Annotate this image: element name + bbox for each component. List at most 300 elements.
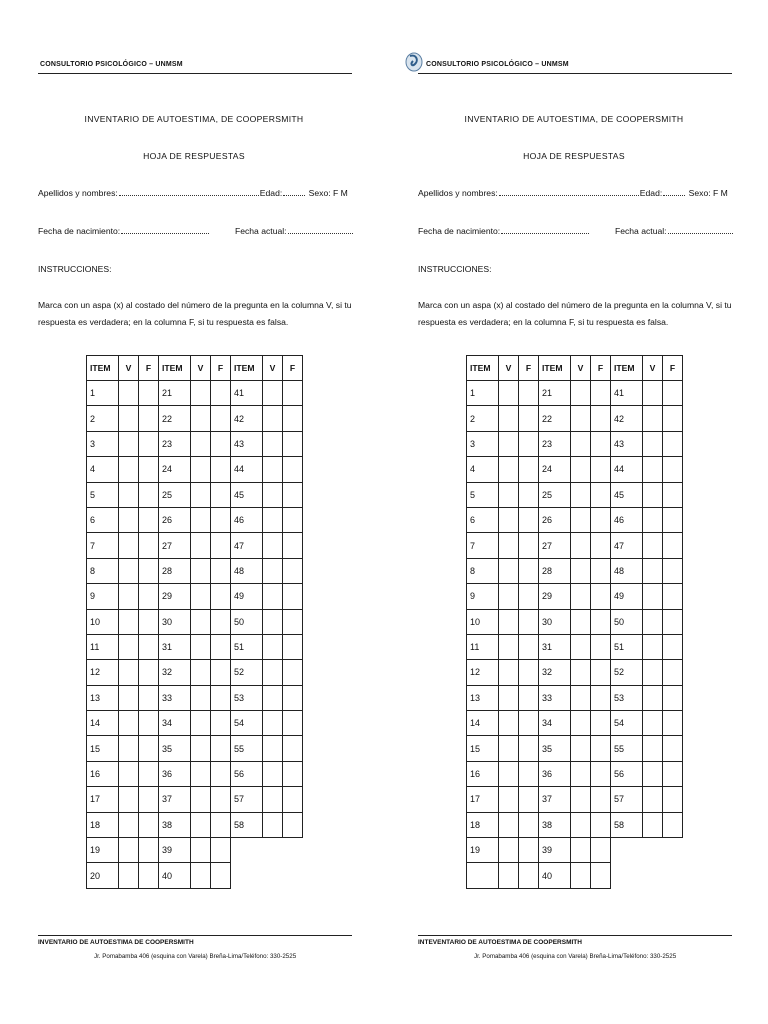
answer-cell-f[interactable]	[283, 634, 303, 659]
answer-cell-v[interactable]	[571, 609, 591, 634]
answer-cell-f[interactable]	[139, 457, 159, 482]
answer-cell-v[interactable]	[191, 863, 211, 888]
answer-cell-v[interactable]	[119, 685, 139, 710]
answer-cell-f[interactable]	[211, 533, 231, 558]
answer-cell-v[interactable]	[119, 406, 139, 431]
table-row	[467, 761, 683, 786]
answer-cell-v[interactable]	[643, 482, 663, 507]
answer-cell-f[interactable]	[283, 558, 303, 583]
item-number: 38	[159, 812, 191, 837]
answer-cell-v[interactable]	[191, 584, 211, 609]
sex-f-option[interactable]: F	[713, 188, 719, 198]
birth-field[interactable]	[121, 226, 209, 234]
answer-cell-f[interactable]	[211, 838, 231, 863]
answer-cell-v[interactable]	[263, 685, 283, 710]
answer-cell-v[interactable]	[571, 584, 591, 609]
answer-cell-f[interactable]	[211, 406, 231, 431]
answer-cell-v[interactable]	[571, 558, 591, 583]
sex-m-option[interactable]: M	[720, 188, 728, 198]
answer-cell-v[interactable]	[191, 482, 211, 507]
answer-cell-v[interactable]	[643, 431, 663, 456]
answer-cell-v[interactable]	[643, 457, 663, 482]
answer-cell-v[interactable]	[119, 812, 139, 837]
answer-cell-v[interactable]	[119, 787, 139, 812]
document-title: INVENTARIO DE AUTOESTIMA, DE COOPERSMITH	[84, 114, 304, 124]
answer-cell-f[interactable]	[139, 558, 159, 583]
header-bar	[418, 60, 732, 74]
answer-cell-f[interactable]	[283, 381, 303, 406]
instructions-line-2: respuesta es verdadera; en la columna F, si tu respuesta es falsa.	[38, 317, 289, 327]
item-number: 4	[467, 457, 499, 482]
answer-cell-f[interactable]	[139, 609, 159, 634]
answer-cell-v[interactable]	[571, 381, 591, 406]
answer-cell-v[interactable]	[191, 711, 211, 736]
answer-cell-f[interactable]	[663, 609, 683, 634]
answer-cell-f[interactable]	[283, 533, 303, 558]
answer-cell-f[interactable]	[591, 482, 611, 507]
answer-cell-f[interactable]	[663, 482, 683, 507]
answer-cell-f[interactable]	[591, 736, 611, 761]
answer-cell-v[interactable]	[263, 812, 283, 837]
answer-cell-v[interactable]	[191, 660, 211, 685]
answer-cell-f[interactable]	[283, 584, 303, 609]
answer-cell-f[interactable]	[139, 863, 159, 888]
item-number: 29	[159, 584, 191, 609]
answer-cell-v[interactable]	[499, 558, 519, 583]
item-number: 55	[611, 736, 643, 761]
answer-cell-f[interactable]	[519, 838, 539, 863]
answer-cell-v[interactable]	[191, 736, 211, 761]
answer-cell-v[interactable]	[643, 736, 663, 761]
header-item: ITEM	[467, 356, 499, 381]
answer-cell-v[interactable]	[571, 736, 591, 761]
answer-cell-f[interactable]	[283, 761, 303, 786]
answer-cell-v[interactable]	[499, 787, 519, 812]
item-number: 21	[159, 381, 191, 406]
answer-cell-v[interactable]	[643, 685, 663, 710]
item-number: 38	[539, 812, 571, 837]
answer-cell-f[interactable]	[519, 634, 539, 659]
answer-cell-v[interactable]	[643, 406, 663, 431]
table-row	[467, 634, 683, 659]
names-field[interactable]	[499, 188, 639, 196]
answer-cell-v[interactable]	[643, 711, 663, 736]
header-v: V	[263, 356, 283, 381]
answer-cell-f[interactable]	[663, 431, 683, 456]
item-number: 29	[539, 584, 571, 609]
answer-cell-v[interactable]	[643, 660, 663, 685]
answer-cell-v[interactable]	[191, 787, 211, 812]
date-field[interactable]	[288, 226, 353, 234]
answer-cell-v[interactable]	[499, 457, 519, 482]
answer-cell-v[interactable]	[119, 381, 139, 406]
answer-cell-v[interactable]	[263, 584, 283, 609]
dates-row	[38, 226, 354, 236]
table-row	[87, 507, 303, 532]
answer-cell-f[interactable]	[211, 381, 231, 406]
answer-cell-v[interactable]	[643, 381, 663, 406]
item-number: 52	[611, 660, 643, 685]
answer-cell-f[interactable]	[211, 812, 231, 837]
answer-cell-v[interactable]	[643, 787, 663, 812]
answer-cell-f[interactable]	[519, 558, 539, 583]
item-number: 26	[159, 507, 191, 532]
answer-cell-v[interactable]	[499, 431, 519, 456]
answer-cell-f[interactable]	[519, 863, 539, 888]
answer-cell-f[interactable]	[139, 761, 159, 786]
answer-cell-f[interactable]	[591, 431, 611, 456]
answer-cell-f[interactable]	[283, 457, 303, 482]
item-number: 42	[611, 406, 643, 431]
answer-cell-f[interactable]	[519, 711, 539, 736]
answer-cell-f[interactable]	[211, 609, 231, 634]
answer-cell-v[interactable]	[499, 660, 519, 685]
answer-cell-v[interactable]	[499, 685, 519, 710]
item-number: 9	[87, 584, 119, 609]
answer-cell-v[interactable]	[643, 634, 663, 659]
answer-cell-v[interactable]	[119, 457, 139, 482]
answer-cell-f[interactable]	[591, 838, 611, 863]
answer-cell-f[interactable]	[211, 584, 231, 609]
answer-cell-f[interactable]	[283, 406, 303, 431]
answer-cell-f[interactable]	[283, 812, 303, 837]
answer-cell-v[interactable]	[643, 609, 663, 634]
answer-cell-v[interactable]	[263, 482, 283, 507]
answer-cell-v[interactable]	[263, 406, 283, 431]
answer-cell-v[interactable]	[191, 457, 211, 482]
answer-cell-v[interactable]	[571, 482, 591, 507]
answer-cell-v[interactable]	[191, 507, 211, 532]
answer-cell-f[interactable]	[663, 558, 683, 583]
item-number: 48	[611, 558, 643, 583]
answer-cell-v[interactable]	[499, 507, 519, 532]
answer-cell-v[interactable]	[263, 507, 283, 532]
answer-cell-v[interactable]	[571, 685, 591, 710]
answer-cell-v[interactable]	[499, 482, 519, 507]
age-field[interactable]	[663, 188, 685, 196]
answer-cell-f[interactable]	[211, 558, 231, 583]
answer-cell-f[interactable]	[591, 533, 611, 558]
answer-cell-f[interactable]	[663, 812, 683, 837]
answer-cell-f[interactable]	[283, 787, 303, 812]
answer-cell-f[interactable]	[139, 507, 159, 532]
answer-cell-f[interactable]	[211, 761, 231, 786]
answer-cell-f[interactable]	[663, 381, 683, 406]
answer-cell-f[interactable]	[519, 533, 539, 558]
item-number: 41	[231, 381, 263, 406]
item-number: 51	[231, 634, 263, 659]
answer-cell-f[interactable]	[283, 482, 303, 507]
answer-cell-v[interactable]	[119, 584, 139, 609]
answer-cell-f[interactable]	[283, 736, 303, 761]
answer-cell-v[interactable]	[263, 761, 283, 786]
answer-cell-v[interactable]	[263, 711, 283, 736]
answer-cell-f[interactable]	[591, 457, 611, 482]
answer-cell-f[interactable]	[283, 431, 303, 456]
table-row	[87, 584, 303, 609]
answer-cell-f[interactable]	[139, 482, 159, 507]
answer-cell-v[interactable]	[571, 660, 591, 685]
university-logo-icon	[404, 50, 424, 72]
answer-cell-v[interactable]	[119, 711, 139, 736]
answer-cell-f[interactable]	[139, 381, 159, 406]
answer-cell-f[interactable]	[519, 457, 539, 482]
answer-cell-f[interactable]	[663, 660, 683, 685]
answer-cell-f[interactable]	[663, 584, 683, 609]
answer-cell-v[interactable]	[499, 711, 519, 736]
answer-cell-f[interactable]	[139, 584, 159, 609]
answer-cell-f[interactable]	[211, 482, 231, 507]
answer-cell-v[interactable]	[119, 863, 139, 888]
answer-cell-f[interactable]	[591, 812, 611, 837]
table-row	[87, 711, 303, 736]
answer-cell-f[interactable]	[211, 863, 231, 888]
answer-cell-v[interactable]	[643, 584, 663, 609]
answer-cell-f[interactable]	[519, 431, 539, 456]
answer-cell-v[interactable]	[499, 584, 519, 609]
names-field[interactable]	[119, 188, 259, 196]
answer-cell-f[interactable]	[283, 711, 303, 736]
answer-cell-v[interactable]	[571, 457, 591, 482]
answer-cell-v[interactable]	[499, 609, 519, 634]
answer-cell-v[interactable]	[191, 558, 211, 583]
answer-cell-f[interactable]	[591, 558, 611, 583]
answer-cell-v[interactable]	[499, 863, 519, 888]
answer-cell-v[interactable]	[191, 406, 211, 431]
answer-cell-f[interactable]	[139, 838, 159, 863]
answer-cell-v[interactable]	[191, 431, 211, 456]
answer-cell-v[interactable]	[571, 787, 591, 812]
answer-cell-v[interactable]	[191, 761, 211, 786]
answer-cell-v[interactable]	[119, 736, 139, 761]
answer-cell-f[interactable]	[519, 609, 539, 634]
answer-cell-v[interactable]	[263, 533, 283, 558]
answer-cell-f[interactable]	[591, 609, 611, 634]
answer-cell-f[interactable]	[591, 711, 611, 736]
answer-cell-v[interactable]	[571, 761, 591, 786]
answer-cell-f[interactable]	[519, 507, 539, 532]
answer-cell-f[interactable]	[139, 660, 159, 685]
answer-cell-v[interactable]	[571, 812, 591, 837]
item-number: 8	[87, 558, 119, 583]
item-number: 28	[539, 558, 571, 583]
answer-cell-v[interactable]	[119, 533, 139, 558]
answer-cell-v[interactable]	[191, 838, 211, 863]
answer-cell-f[interactable]	[139, 812, 159, 837]
header-v: V	[499, 356, 519, 381]
item-number: 39	[159, 838, 191, 863]
item-number: 25	[159, 482, 191, 507]
answer-cell-v[interactable]	[643, 507, 663, 532]
answer-cell-f[interactable]	[663, 634, 683, 659]
answer-cell-f[interactable]	[663, 507, 683, 532]
answer-cell-f[interactable]	[139, 634, 159, 659]
answer-cell-f[interactable]	[211, 507, 231, 532]
item-number: 44	[611, 457, 643, 482]
age-field[interactable]	[283, 188, 305, 196]
answer-cell-f[interactable]	[139, 431, 159, 456]
answer-cell-v[interactable]	[499, 736, 519, 761]
answer-cell-f[interactable]	[283, 685, 303, 710]
item-number: 46	[611, 507, 643, 532]
answer-cell-f[interactable]	[591, 507, 611, 532]
header-text: CONSULTORIO PSICOLÓGICO – UNMSM	[40, 61, 183, 68]
answer-cell-f[interactable]	[139, 685, 159, 710]
answer-cell-f[interactable]	[663, 406, 683, 431]
answer-cell-v[interactable]	[571, 634, 591, 659]
answer-cell-f[interactable]	[211, 660, 231, 685]
answer-cell-f[interactable]	[139, 406, 159, 431]
answer-cell-v[interactable]	[571, 838, 591, 863]
answer-cell-v[interactable]	[499, 406, 519, 431]
answer-cell-f[interactable]	[663, 761, 683, 786]
answer-cell-v[interactable]	[119, 634, 139, 659]
answer-cell-f[interactable]	[283, 507, 303, 532]
answer-cell-v[interactable]	[571, 711, 591, 736]
answer-cell-f[interactable]	[211, 685, 231, 710]
date-label: Fecha actual:	[234, 226, 287, 236]
answer-cell-v[interactable]	[191, 685, 211, 710]
header-item: ITEM	[231, 356, 263, 381]
answer-cell-f[interactable]	[211, 431, 231, 456]
answer-cell-v[interactable]	[191, 812, 211, 837]
answer-cell-f[interactable]	[591, 584, 611, 609]
item-number: 1	[467, 381, 499, 406]
item-number: 57	[611, 787, 643, 812]
answer-cell-f[interactable]	[591, 634, 611, 659]
answer-cell-f[interactable]	[591, 761, 611, 786]
empty-cell	[231, 838, 263, 863]
answer-cell-v[interactable]	[643, 533, 663, 558]
answer-cell-f[interactable]	[663, 533, 683, 558]
answer-cell-f[interactable]	[139, 736, 159, 761]
answer-cell-v[interactable]	[191, 533, 211, 558]
answer-cell-f[interactable]	[519, 736, 539, 761]
item-number: 4	[87, 457, 119, 482]
answer-cell-f[interactable]	[663, 685, 683, 710]
answer-cell-v[interactable]	[571, 863, 591, 888]
item-number: 22	[159, 406, 191, 431]
answer-cell-f[interactable]	[663, 787, 683, 812]
answer-cell-v[interactable]	[191, 609, 211, 634]
answer-cell-v[interactable]	[499, 812, 519, 837]
answer-cell-v[interactable]	[499, 761, 519, 786]
answer-cell-v[interactable]	[499, 533, 519, 558]
answer-cell-v[interactable]	[643, 558, 663, 583]
answer-cell-f[interactable]	[211, 787, 231, 812]
header-item: ITEM	[87, 356, 119, 381]
answer-cell-f[interactable]	[139, 787, 159, 812]
answer-cell-f[interactable]	[591, 685, 611, 710]
answer-cell-f[interactable]	[519, 685, 539, 710]
answer-cell-v[interactable]	[119, 482, 139, 507]
item-number: 2	[87, 406, 119, 431]
answer-cell-f[interactable]	[211, 736, 231, 761]
answer-cell-v[interactable]	[263, 634, 283, 659]
table-row	[87, 660, 303, 685]
answer-cell-f[interactable]	[283, 660, 303, 685]
answer-cell-v[interactable]	[571, 431, 591, 456]
answer-cell-f[interactable]	[211, 711, 231, 736]
answer-cell-f[interactable]	[519, 381, 539, 406]
answer-cell-v[interactable]	[499, 634, 519, 659]
answer-cell-f[interactable]	[663, 736, 683, 761]
answer-cell-f[interactable]	[591, 787, 611, 812]
answer-cell-f[interactable]	[591, 381, 611, 406]
header-f: F	[211, 356, 231, 381]
answer-cell-v[interactable]	[191, 634, 211, 659]
table-row	[467, 381, 683, 406]
answer-cell-f[interactable]	[591, 863, 611, 888]
answer-cell-f[interactable]	[211, 457, 231, 482]
empty-cell	[643, 863, 663, 888]
answer-cell-v[interactable]	[643, 812, 663, 837]
answer-cell-v[interactable]	[263, 609, 283, 634]
answer-cell-f[interactable]	[283, 609, 303, 634]
answer-cell-v[interactable]	[119, 558, 139, 583]
answer-cell-v[interactable]	[643, 761, 663, 786]
answer-cell-v[interactable]	[263, 431, 283, 456]
answer-cell-f[interactable]	[663, 711, 683, 736]
answer-cell-v[interactable]	[263, 381, 283, 406]
item-number: 35	[159, 736, 191, 761]
answer-cell-v[interactable]	[119, 431, 139, 456]
answer-cell-f[interactable]	[519, 761, 539, 786]
answer-cell-f[interactable]	[519, 660, 539, 685]
answer-cell-v[interactable]	[263, 787, 283, 812]
answer-cell-f[interactable]	[519, 787, 539, 812]
answer-cell-f[interactable]	[591, 406, 611, 431]
item-number: 47	[231, 533, 263, 558]
answer-cell-v[interactable]	[191, 381, 211, 406]
answer-cell-v[interactable]	[571, 507, 591, 532]
answer-cell-v[interactable]	[263, 558, 283, 583]
answer-cell-f[interactable]	[519, 482, 539, 507]
answer-cell-v[interactable]	[119, 761, 139, 786]
answer-sheet-left	[34, 0, 354, 1024]
answer-cell-v[interactable]	[263, 457, 283, 482]
birth-field[interactable]	[501, 226, 589, 234]
answer-cell-v[interactable]	[571, 533, 591, 558]
answer-cell-f[interactable]	[139, 533, 159, 558]
item-number: 31	[539, 634, 571, 659]
item-number: 19	[467, 838, 499, 863]
answer-cell-f[interactable]	[139, 711, 159, 736]
answer-cell-f[interactable]	[211, 634, 231, 659]
answer-cell-v[interactable]	[499, 838, 519, 863]
date-field[interactable]	[668, 226, 733, 234]
answer-cell-f[interactable]	[519, 812, 539, 837]
answer-cell-v[interactable]	[119, 609, 139, 634]
sex-m-option[interactable]: M	[340, 188, 348, 198]
header-f: F	[591, 356, 611, 381]
answer-cell-f[interactable]	[519, 406, 539, 431]
item-number: 36	[539, 761, 571, 786]
sex-f-option[interactable]: F	[333, 188, 339, 198]
answer-cell-v[interactable]	[119, 507, 139, 532]
answer-cell-v[interactable]	[499, 381, 519, 406]
answer-cell-f[interactable]	[591, 660, 611, 685]
answer-cell-v[interactable]	[263, 736, 283, 761]
answer-cell-v[interactable]	[571, 406, 591, 431]
answer-cell-v[interactable]	[263, 660, 283, 685]
answer-cell-v[interactable]	[119, 660, 139, 685]
answer-cell-f[interactable]	[519, 584, 539, 609]
answer-cell-v[interactable]	[119, 838, 139, 863]
header-v: V	[119, 356, 139, 381]
answer-cell-f[interactable]	[663, 457, 683, 482]
item-number: 10	[87, 609, 119, 634]
